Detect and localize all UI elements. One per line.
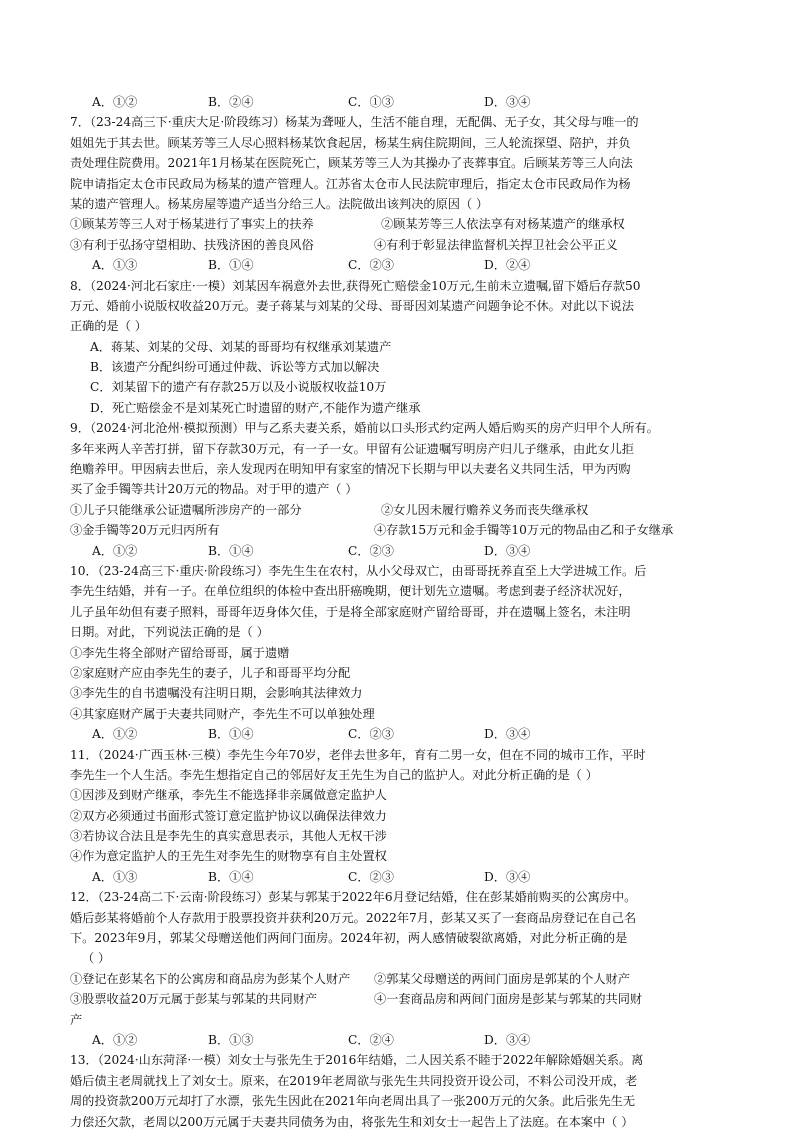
q6-option-c: C．①③ (348, 95, 394, 109)
q11-option-a: A．①③ (92, 869, 138, 884)
q11-option-c: C．②③ (348, 869, 394, 884)
q8-choice-d: D．死亡赔偿金不是刘某死亡时遗留的财产,不能作为遗产继承 (90, 400, 421, 415)
q9-stem-line: 多年来两人辛苦打拼，留下存款30万元，有一子一女。甲留有公证遗嘱写明房产归儿子继承，由此女儿拒 (70, 441, 634, 456)
q8-choice-a: A．蒋某、刘某的父母、刘某的哥哥均有权继承刘某遗产 (90, 339, 392, 354)
q7-option-b: B．①④ (208, 258, 254, 273)
q6-options (70, 92, 722, 112)
q6-option-b: B．②④ (208, 95, 254, 109)
q9-stem-line: 9．（2024·河北沧州·模拟预测）甲与乙系夫妻关系，婚前以口头形式约定两人婚后购买的房产归甲个人所有。 (70, 421, 659, 436)
q8-stem-line: 8．（2024·河北石家庄·一模）刘某因车祸意外去世,获得死亡赔偿金10万元,生前未立遗嘱,留下婚后存款50 (70, 278, 641, 293)
q7-options (70, 255, 722, 275)
q10-statement-2: ②家庭财产应由李先生的妻子，儿子和哥哥平均分配 (70, 665, 351, 680)
q7-stem-line: 7．（23-24高三下·重庆大足·阶段练习）杨某为聋哑人，生活不能自理，无配偶、无子女，其父母与唯一的 (70, 115, 639, 130)
q10-statement-4: ④其家庭财产属于夫妻共同财产，李先生不可以单独处理 (70, 706, 375, 721)
q7-statements-row (70, 214, 722, 234)
q10-statement-3: ③李先生的自书遗嘱没有注明日期，会影响其法律效力 (70, 686, 363, 701)
q9-option-a: A．①② (92, 543, 138, 558)
q13-stem-line: 力偿还欠款，老周以200万元属于夫妻共同债务为由，将张先生和刘女士一起告上了法庭。在本案中（ ） (70, 1114, 634, 1129)
question-7 (70, 112, 722, 275)
q13-stem-line: 13．（2024·山东菏泽·一模）刘女士与张先生于2016年结婚，二人因关系不睦于2022年解除婚姻关系。离 (70, 1053, 644, 1068)
q11-statement-2: ②双方必须通过书面形式签订意定监护协议以确保法律效力 (70, 808, 387, 823)
q7-stem-line: 姐姐先于其去世。顾某芳等三人尽心照料杨某饮食起居，杨某生病住院期间，三人轮流探望、陪护，并负 (70, 135, 631, 150)
q7-option-d: D．②④ (484, 258, 531, 273)
q7-stem-line: 责处理住院费用。2021年1月杨某在医院死亡，顾某芳等三人为其操办了丧葬事宜。后顾某芳等三人向法 (70, 156, 633, 171)
q8-stem-line: 正确的是（ ） (70, 319, 147, 334)
q12-options (70, 1030, 722, 1050)
q10-stem-line: 10．（23-24高三下·重庆·阶段练习）李先生生在农村，从小父母双亡，由哥哥抚养直至上大学进城工作。后 (70, 563, 647, 578)
q10-options (70, 724, 722, 744)
q9-statement-4: ④存款15万元和金手镯等10万元的物品由乙和子女继承 (374, 523, 674, 538)
q11-statement-1: ①因涉及到财产继承，李先生不能选择非亲属做意定监护人 (70, 788, 387, 803)
q12-option-c: C．②④ (348, 1032, 394, 1047)
q12-statement-3: ③股票收益20万元属于彭某与郭某的共同财产 (70, 992, 318, 1007)
q7-statement-3: ③有利于弘扬守望相助、扶残济困的善良风俗 (70, 237, 314, 252)
q9-statements-row (70, 500, 722, 520)
q10-stem-line: 儿子虽年幼但有妻子照料，哥哥年迈身体欠佳，于是将全部家庭财产留给哥哥，并在遗嘱上签名，未注明 (70, 604, 631, 619)
q10-option-b: B．①④ (208, 727, 254, 742)
q12-stem-line: （ ） (82, 951, 111, 966)
q6-option-d: D．③④ (484, 95, 531, 109)
question-8 (70, 276, 722, 419)
q8-choice-b: B．该遗产分配纠纷可通过仲裁、诉讼等方式加以解决 (90, 360, 380, 375)
q11-option-d: D．③④ (484, 869, 531, 884)
q12-option-a: A．①② (92, 1032, 138, 1047)
q9-statement-1: ①儿子只能继承公证遗嘱所涉房产的一部分 (70, 502, 302, 517)
q13-stem-line: 婚后债主老周就找上了刘女士。原来，在2019年老周欲与张先生共同投资开设公司，不料公司没开成，老 (70, 1073, 638, 1088)
q7-statement-2: ②顾某芳等三人依法享有对杨某遗产的继承权 (381, 217, 625, 232)
q12-statement-2: ②郭某父母赠送的两间门面房是郭某的个人财产 (374, 971, 630, 986)
q9-stem-line: 买了金手镯等共计20万元的物品。对于甲的遗产（ ） (70, 482, 358, 497)
q11-stem-line: 11．（2024·广西玉林·三模）李先生今年70岁，老伴去世多年，育有二男一女，但在不同的城市工作，平时 (70, 747, 646, 762)
q10-option-c: C．②③ (348, 727, 394, 742)
q9-statements-row (70, 520, 722, 540)
q12-statement-4: ④一套商品房和两间门面房是彭某与郭某的共同财 (374, 992, 643, 1007)
question-11 (70, 745, 722, 888)
q7-option-a: A．①③ (92, 258, 138, 273)
q10-option-a: A．①② (92, 727, 138, 742)
q11-statement-4: ④作为意定监护人的王先生对李先生的财物享有自主处置权 (70, 849, 387, 864)
q11-option-b: B．①④ (208, 869, 254, 884)
q12-statement-4-tail: 产 (70, 1012, 83, 1027)
q9-statement-3: ③金手镯等20万元归丙所有 (70, 523, 220, 538)
question-12 (70, 887, 722, 1050)
q7-statement-1: ①顾某芳等三人对于杨某进行了事实上的扶养 (70, 217, 314, 232)
q7-statement-4: ④有利于彰显法律监督机关捍卫社会公平正义 (374, 237, 618, 252)
q12-option-b: B．①③ (208, 1032, 254, 1047)
q10-option-d: D．③④ (484, 727, 531, 742)
q7-stem-line: 某的遗产管理人。杨某房屋等遗产适当分给三人。法院做出该判决的原因（ ） (70, 196, 489, 211)
q9-option-c: C．②③ (348, 543, 394, 558)
question-9 (70, 418, 722, 561)
q12-statements-row (70, 989, 722, 1009)
q12-stem-line: 婚后彭某将婚前个人存款用于股票投资并获利20万元。2022年7月，彭某又买了一套商品房登记在自己名 (70, 910, 637, 925)
q9-options (70, 541, 722, 561)
q9-stem-line: 绝赡养甲。甲因病去世后，亲人发现丙在明知甲有家室的情况下长期与甲以夫妻名义共同生活，甲为丙购 (70, 462, 631, 477)
q7-option-c: C．②③ (348, 258, 394, 273)
q10-stem-line: 李先生结婚，并有一子。在单位组织的体检中查出肝癌晚期，便计划先立遗嘱。考虑到妻子经济状况好， (70, 584, 631, 599)
q11-statement-3: ③若协议合法且是李先生的真实意思表示，其他人无权干涉 (70, 829, 387, 844)
q8-choice-c: C．刘某留下的遗产有存款25万以及小说版权收益10万 (90, 380, 387, 395)
q6-option-a: A．①② (92, 95, 138, 109)
document-page (70, 92, 722, 1132)
q8-stem-line: 万元、婚前小说版权收益20万元。妻子蒋某与刘某的父母、哥哥因刘某遗产问题争论不休。对此以下说法 (70, 298, 634, 313)
q12-statements-row (70, 969, 722, 989)
q7-statements-row (70, 235, 722, 255)
q11-stem-line: 李先生一个人生活。李先生想指定自己的邻居好友王先生为自己的监护人。对此分析正确的是（ ） (70, 767, 598, 782)
q12-stem-line: 12．（23-24高二下·云南·阶段练习）彭某与郭某于2022年6月登记结婚，住在彭某婚前购买的公寓房中。 (70, 890, 637, 905)
q12-option-d: D．③④ (484, 1032, 531, 1047)
question-13 (70, 1050, 722, 1132)
q13-stem-line: 周的投资款200万元却打了水漂，张先生因此在2021年向老周出具了一张200万元的欠条。此后张先生无 (70, 1094, 636, 1109)
q9-option-b: B．①④ (208, 543, 254, 558)
q10-stem-line: 日期。对此，下列说法正确的是（ ） (70, 625, 269, 640)
q12-statement-1: ①登记在彭某名下的公寓房和商品房为彭某个人财产 (70, 971, 351, 986)
q7-stem-line: 院申请指定太仓市民政局为杨某的遗产管理人。江苏省太仓市人民法院审理后，指定太仓市民政局作为杨 (70, 176, 631, 191)
question-10 (70, 561, 722, 745)
q12-stem-line: 下。2023年9月，郭某父母赠送他们两间门面房。2024年初，两人感情破裂欲离婚，对此分析正确的是 (70, 931, 628, 946)
q9-option-d: D．③④ (484, 543, 531, 558)
q9-statement-2: ②女儿因未履行赡养义务而丧失继承权 (381, 502, 589, 517)
q10-statement-1: ①李先生将全部财产留给哥哥，属于遗赠 (70, 645, 290, 660)
q11-options (70, 867, 722, 887)
